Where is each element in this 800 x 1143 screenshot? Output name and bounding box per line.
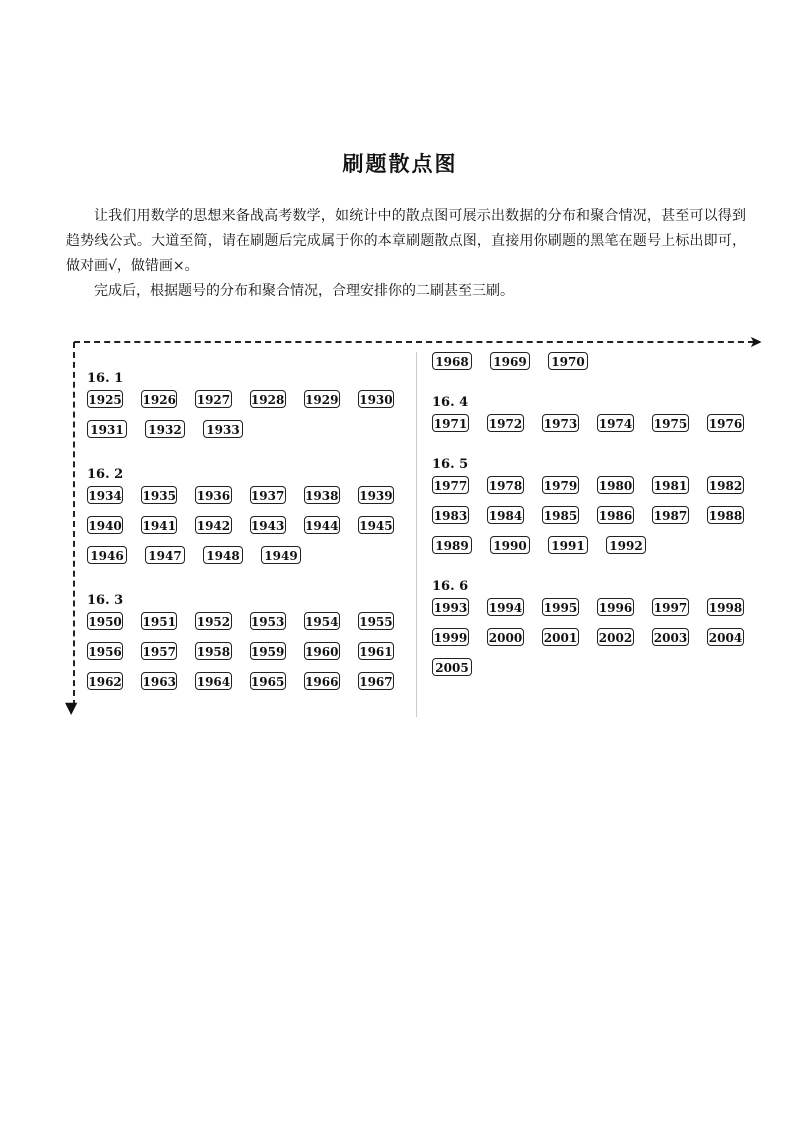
problem-number-box[interactable]: 1996 [597, 598, 634, 616]
problem-number-box[interactable]: 1931 [87, 420, 127, 438]
section-label: 16. 2 [87, 467, 124, 482]
problem-number-box[interactable]: 1994 [487, 598, 524, 616]
problem-number-box[interactable]: 1938 [304, 486, 340, 504]
problem-number-box[interactable]: 1930 [358, 390, 394, 408]
problem-number-box[interactable]: 1978 [487, 476, 524, 494]
problem-number-box[interactable]: 2000 [487, 628, 524, 646]
problem-number-box[interactable]: 1987 [652, 506, 689, 524]
problem-number-box[interactable]: 1927 [195, 390, 231, 408]
page-title: 刷题散点图 [342, 152, 458, 176]
problem-number-box[interactable]: 1946 [87, 546, 127, 564]
problem-number-box[interactable]: 1926 [141, 390, 177, 408]
problem-number-box[interactable]: 1966 [304, 672, 340, 690]
intro-paragraph-2: 完成后，根据题号的分布和聚合情况，合理安排你的二刷甚至三刷。 [94, 283, 514, 299]
intro-text [66, 204, 746, 304]
problem-number-box[interactable]: 1939 [358, 486, 394, 504]
problem-number-box[interactable]: 1999 [432, 628, 469, 646]
problem-number-box[interactable]: 1989 [432, 536, 472, 554]
problem-section [432, 392, 762, 444]
top-dashed-arrow [74, 341, 754, 343]
right-column [432, 352, 762, 698]
problem-row [87, 420, 412, 450]
problem-number-box[interactable]: 1969 [490, 352, 530, 370]
problem-row [432, 352, 762, 382]
problem-number-box[interactable]: 1985 [542, 506, 579, 524]
problem-number-box[interactable]: 1929 [304, 390, 340, 408]
column-divider [416, 352, 417, 717]
problem-row [432, 476, 762, 506]
problem-number-box[interactable]: 1997 [652, 598, 689, 616]
problem-row [87, 642, 412, 672]
problem-number-box[interactable]: 1959 [250, 642, 286, 660]
problem-number-box[interactable]: 1992 [606, 536, 646, 554]
problem-number-box[interactable]: 2001 [542, 628, 579, 646]
problem-number-box[interactable]: 1967 [358, 672, 394, 690]
problem-number-box[interactable]: 1984 [487, 506, 524, 524]
problem-number-box[interactable]: 1947 [145, 546, 185, 564]
problem-row [432, 658, 762, 688]
problem-section [432, 576, 762, 688]
intro-paragraph-1: 让我们用数学的思想来备战高考数学，如统计中的散点图可展示出数据的分布和聚合情况，甚至可以得到趋势线公式。大道至简，请在刷题后完成属于你的本章刷题散点图，直接用你刷题的黑笔在题号上标出即可，做对画√，做错画×。 [66, 208, 746, 274]
problem-number-box[interactable]: 2002 [597, 628, 634, 646]
problem-number-box[interactable]: 2003 [652, 628, 689, 646]
problem-row [87, 672, 412, 702]
problem-number-box[interactable]: 1988 [707, 506, 744, 524]
problem-number-box[interactable]: 1948 [203, 546, 243, 564]
problem-number-box[interactable]: 1951 [141, 612, 177, 630]
problem-number-box[interactable]: 1972 [487, 414, 524, 432]
problem-number-box[interactable]: 1956 [87, 642, 123, 660]
problem-row [87, 486, 412, 516]
problem-section [87, 368, 412, 450]
problem-number-box[interactable]: 1993 [432, 598, 469, 616]
problem-row [87, 390, 412, 420]
problem-row [432, 506, 762, 536]
problem-row [432, 598, 762, 628]
problem-number-box[interactable]: 1932 [145, 420, 185, 438]
problem-number-box[interactable]: 1954 [304, 612, 340, 630]
problem-section [87, 590, 412, 702]
problem-number-box[interactable]: 1970 [548, 352, 588, 370]
problem-number-box[interactable]: 1983 [432, 506, 469, 524]
problem-number-box[interactable]: 1986 [597, 506, 634, 524]
problem-number-box[interactable]: 1957 [141, 642, 177, 660]
problem-number-box[interactable]: 1953 [250, 612, 286, 630]
arrow-down-icon: ▼ [65, 698, 78, 717]
problem-section [432, 454, 762, 566]
problem-number-box[interactable]: 1977 [432, 476, 469, 494]
problem-number-box[interactable]: 1949 [261, 546, 301, 564]
problem-number-box[interactable]: 1942 [195, 516, 231, 534]
problem-number-box[interactable]: 1990 [490, 536, 530, 554]
problem-number-box[interactable]: 1935 [141, 486, 177, 504]
problem-number-box[interactable]: 1971 [432, 414, 469, 432]
problem-row [87, 612, 412, 642]
problem-number-box[interactable]: 1995 [542, 598, 579, 616]
problem-number-box[interactable]: 1943 [250, 516, 286, 534]
problem-number-box[interactable]: 1950 [87, 612, 123, 630]
problem-number-box[interactable]: 1980 [597, 476, 634, 494]
problem-number-box[interactable]: 1976 [707, 414, 744, 432]
problem-number-box[interactable]: 1936 [195, 486, 231, 504]
problem-section [432, 352, 762, 382]
problem-number-box[interactable]: 1960 [304, 642, 340, 660]
problem-number-box[interactable]: 1941 [141, 516, 177, 534]
section-label: 16. 5 [432, 457, 469, 472]
problem-number-box[interactable]: 1958 [195, 642, 231, 660]
section-label: 16. 1 [87, 371, 124, 386]
problem-row [432, 628, 762, 658]
problem-section [87, 464, 412, 576]
section-label: 16. 6 [432, 579, 469, 594]
section-label: 16. 3 [87, 593, 124, 608]
problem-number-box[interactable]: 1937 [250, 486, 286, 504]
left-column [87, 368, 412, 716]
problem-row [87, 516, 412, 546]
problem-row [87, 546, 412, 576]
problem-number-box[interactable]: 1981 [652, 476, 689, 494]
problem-number-box[interactable]: 1968 [432, 352, 472, 370]
arrow-right-icon: ➤ [749, 332, 763, 351]
problem-number-box[interactable]: 1998 [707, 598, 744, 616]
problem-number-box[interactable]: 1934 [87, 486, 123, 504]
problem-number-box[interactable]: 1979 [542, 476, 579, 494]
problem-row [432, 536, 762, 566]
problem-row [432, 414, 762, 444]
problem-number-box[interactable]: 1945 [358, 516, 394, 534]
problem-number-box[interactable]: 1975 [652, 414, 689, 432]
section-label: 16. 4 [432, 395, 469, 410]
problem-number-box[interactable]: 1952 [195, 612, 231, 630]
problem-number-box[interactable]: 1965 [250, 672, 286, 690]
problem-number-box[interactable]: 1991 [548, 536, 588, 554]
problem-number-box[interactable]: 2004 [707, 628, 744, 646]
problem-number-box[interactable]: 1964 [195, 672, 231, 690]
problem-number-box[interactable]: 1940 [87, 516, 123, 534]
problem-number-box[interactable]: 1961 [358, 642, 394, 660]
problem-number-box[interactable]: 1974 [597, 414, 634, 432]
left-dashed-arrow [73, 342, 75, 706]
problem-number-box[interactable]: 1963 [141, 672, 177, 690]
problem-number-box[interactable]: 1982 [707, 476, 744, 494]
problem-number-box[interactable]: 1944 [304, 516, 340, 534]
problem-number-box[interactable]: 1973 [542, 414, 579, 432]
problem-number-box[interactable]: 1925 [87, 390, 123, 408]
problem-number-box[interactable]: 1955 [358, 612, 394, 630]
problem-number-box[interactable]: 1933 [203, 420, 243, 438]
problem-number-box[interactable]: 1962 [87, 672, 123, 690]
problem-number-box[interactable]: 1928 [250, 390, 286, 408]
problem-number-box[interactable]: 2005 [432, 658, 472, 676]
